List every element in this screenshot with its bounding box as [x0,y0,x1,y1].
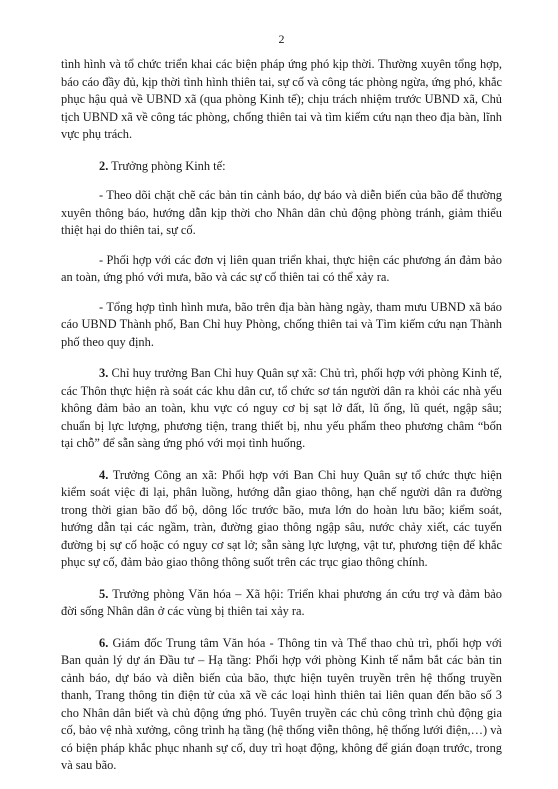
section-2-item-1: - Theo dõi chặt chẽ các bản tin cảnh báo, dự báo và diễn biến của bão để thường xuyên thông báo, hướng dẫn kịp thời cho Nhân dân chủ động phòng tránh, giảm thiểu thiệt hại do thiên tai, sự cố. [61,188,502,237]
section-3-text: Chỉ huy trưởng Ban Chỉ huy Quân sự xã: Chủ trì, phối hợp với phòng Kinh tế, các Thôn thực hiện rà soát các khu dân cư, tổ chức sơ tán người dân ra khỏi các nhà yếu không đảm bảo an toàn, khu vực có nguy cơ bị sạt lở đất, lũ ống, lũ quét, ngập sâu; chuẩn bị lực lượng, phương tiện, trang thiết bị, nhu yếu phẩm theo phương châm “bốn tại chỗ” để sẵn sàng ứng phó với mọi tình huống. [61,366,502,450]
section-4-number: 4. [99,467,109,482]
section-6-number: 6. [99,635,109,650]
section-6-paragraph [61,635,502,775]
section-5-paragraph [61,586,502,621]
section-3-paragraph [61,365,502,453]
page-number: 2 [278,32,285,46]
section-4-text: Trưởng Công an xã: Phối hợp với Ban Chỉ huy Quân sự tổ chức thực hiện kiểm soát việc đi lại, phân luồng, hướng dẫn giao thông, hạn chế người dân ra đường trong thời gian bão đổ bộ, dông lốc trước bão, mưa lớn do hoàn lưu bão; kiểm soát, hướng dẫn tại các ngầm, tràn, đường giao thông ngập sâu, nước chảy xiết, các tuyến đường bị sự cố hoặc có nguy cơ sạt lở; sẵn sàng lực lượng, vật tư, phương tiện để khắc phục sự cố, đảm bảo giao thông thông suốt trên các trục giao thông chính. [61,467,502,569]
section-2-item-2: - Phối hợp với các đơn vị liên quan triển khai, thực hiện các phương án đảm bảo an toàn, ứng phó với mưa, bão và các sự cố thiên tai có thể xảy ra. [61,252,502,284]
section-2-title: Trưởng phòng Kinh tế: [111,158,226,173]
section-2-heading [61,158,502,176]
section-4-paragraph [61,467,502,572]
section-6-text: Giám đốc Trung tâm Văn hóa - Thông tin và Thể thao chủ trì, phối hợp với Ban quản lý dự án Đầu tư – Hạ tầng: Phối hợp với phòng Kinh tế nắm bắt các bản tin cảnh báo, dự báo và diễn biến của bão, thực hiện tuyên truyền trên hệ thống truyền thanh, Trang thông tin điện tử của xã về các loại hình thiên tai liên quan đến bão số 3 cho Nhân dân biết và chủ động ứng phó. Tuyên truyền các chủ công trình chủ động gia cố, bảo vệ nhà xưởng, công trình hạ tầng (hệ thống viễn thông, hệ thống lưới điện,…) và có biện pháp khắc phục nhanh sự cố, duy trì hoạt động, không để gián đoạn trước, trong và sau bão. [61,635,502,772]
section-5-text: Trưởng phòng Văn hóa – Xã hội: Triển khai phương án cứu trợ và đảm bảo đời sống Nhân dân ở các vùng bị thiên tai xảy ra. [61,586,502,618]
section-2-number: 2. [99,158,109,173]
section-5-number: 5. [99,586,109,601]
section-3-number: 3. [99,366,109,380]
intro-paragraph: tình hình và tổ chức triển khai các biện pháp ứng phó kịp thời. Thường xuyên tổng hợp, báo cáo đầy đủ, kịp thời tình hình thiên tai, sự cố và công tác phòng ngừa, ứng phó, khắc phục hậu quả về UBND xã (qua phòng Kinh tế); chịu trách nhiệm trước UBND xã, Chủ tịch UBND xã về công tác phòng, chống thiên tai và tìm kiếm cứu nạn theo địa bàn, lĩnh vực phụ trách. [61,57,502,141]
section-2-item-3: - Tổng hợp tình hình mưa, bão trên địa bàn hàng ngày, tham mưu UBND xã báo cáo UBND Thành phố, Ban Chỉ huy Phòng, chống thiên tai và Tìm kiếm cứu nạn Thành phố theo quy định. [61,299,502,349]
